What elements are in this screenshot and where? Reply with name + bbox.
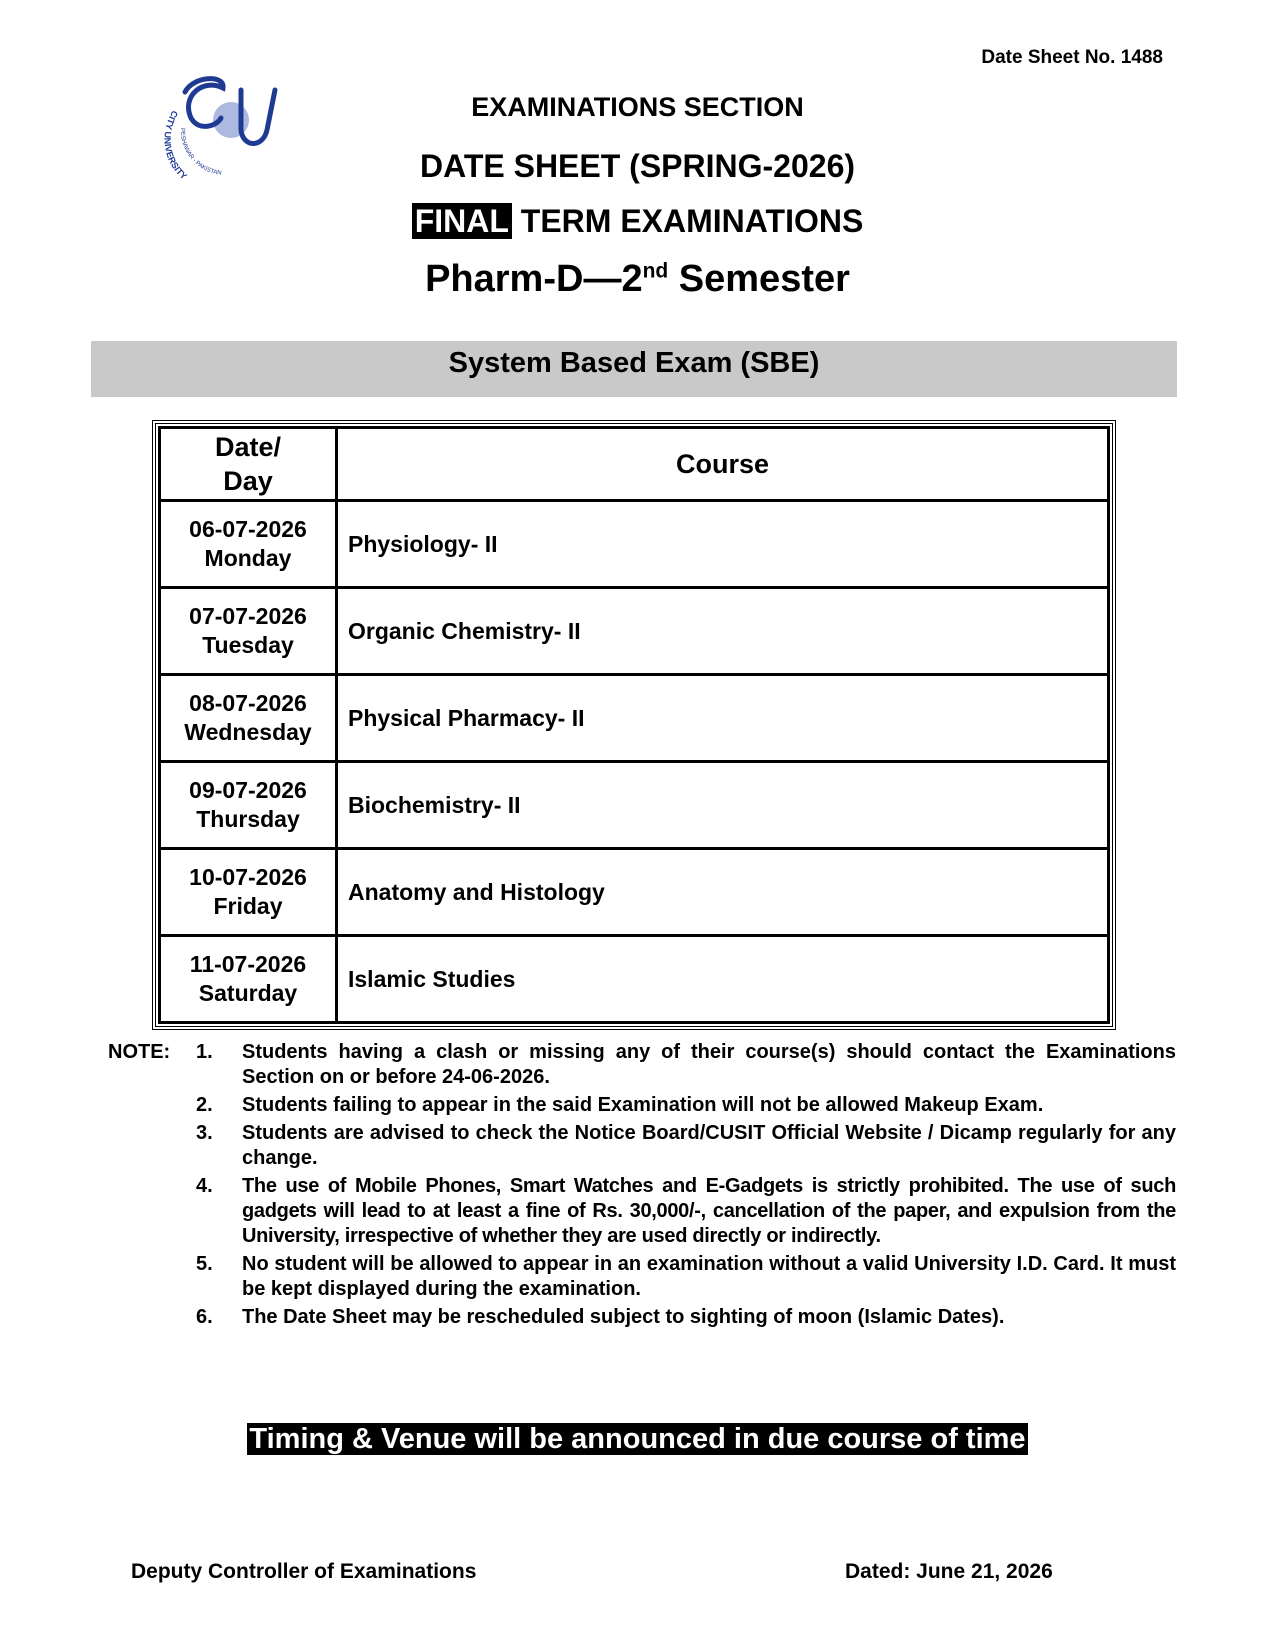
exam-date: 10-07-2026 [189, 864, 307, 890]
exam-day: Tuesday [202, 632, 294, 658]
note-label: NOTE: [108, 1041, 171, 1063]
term-examinations-text: TERM EXAMINATIONS [520, 203, 864, 239]
dated-line: Dated: June 21, 2026 [845, 1560, 1053, 1583]
table-header-row [160, 428, 1109, 501]
timing-venue-text: Timing & Venue will be announced in due course of time [249, 1423, 1026, 1455]
signatory: Deputy Controller of Examinations [131, 1560, 477, 1583]
table-row [160, 762, 1109, 849]
exam-date: 11-07-2026 [189, 951, 307, 977]
exam-type-banner: System Based Exam (SBE) [91, 341, 1177, 397]
exam-day: Monday [204, 545, 292, 571]
exam-date: 07-07-2026 [189, 603, 307, 629]
table-row [160, 588, 1109, 675]
timing-venue-notice [0, 1423, 1275, 1456]
exam-date: 08-07-2026 [189, 690, 307, 716]
note-number: 4. [196, 1175, 213, 1197]
date-cell [160, 849, 337, 936]
exam-day: Saturday [198, 980, 298, 1006]
course-cell: Physiology- II [337, 501, 1109, 588]
date-day-header: Date/ Day [160, 428, 337, 501]
note-text: Students having a clash or missing any of their course(s) should contact the Examinations Section on or before 24-06-2026. [242, 1041, 1176, 1088]
note-number: 5. [196, 1253, 213, 1275]
course-header: Course [337, 428, 1109, 501]
note-item [108, 1093, 1176, 1118]
note-text: The use of Mobile Phones, Smart Watches and E-Gadgets is strictly prohibited. The use of such gadgets will lead to at least a fine of Rs. 30,000/-, cancellation of the paper, and expulsion from the University, irrespective of whether they are used directly or indirectly. [242, 1175, 1176, 1247]
note-item [108, 1252, 1176, 1302]
note-item [108, 1040, 1176, 1090]
note-item [108, 1121, 1176, 1171]
table-row [160, 501, 1109, 588]
date-cell [160, 675, 337, 762]
exam-day: Friday [213, 893, 283, 919]
exam-day: Thursday [196, 806, 300, 832]
note-text: The Date Sheet may be rescheduled subject to sighting of moon (Islamic Dates). [242, 1306, 1005, 1328]
note-number: 6. [196, 1306, 213, 1328]
svg-text:PESHAWAR - PAKISTAN: PESHAWAR - PAKISTAN [178, 127, 222, 177]
program-heading [0, 258, 1275, 301]
program-superscript: nd [642, 259, 669, 283]
notes-section [108, 1040, 1176, 1333]
examinations-section-heading: EXAMINATIONS SECTION [471, 92, 804, 122]
date-cell [160, 588, 337, 675]
course-cell: Organic Chemistry- II [337, 588, 1109, 675]
date-sheet-number: Date Sheet No. 1488 [981, 47, 1163, 68]
exam-date: 09-07-2026 [189, 777, 307, 803]
note-text: No student will be allowed to appear in an examination without a valid University I.D. Card. It must be kept displayed during the examination. [242, 1253, 1176, 1300]
note-number: 2. [196, 1094, 213, 1116]
date-cell [160, 936, 337, 1023]
note-text: Students are advised to check the Notice Board/CUSIT Official Website / Dicamp regularly for any change. [242, 1122, 1176, 1169]
program-suffix: Semester [668, 258, 850, 300]
final-highlight: FINAL [412, 203, 512, 239]
note-item [108, 1174, 1176, 1249]
exam-day: Wednesday [184, 719, 312, 745]
date-cell [160, 762, 337, 849]
course-cell: Biochemistry- II [337, 762, 1109, 849]
program-prefix: Pharm-D—2 [425, 258, 643, 300]
table-row [160, 675, 1109, 762]
final-term-heading [0, 203, 1275, 240]
exam-date: 06-07-2026 [189, 516, 307, 542]
course-cell: Islamic Studies [337, 936, 1109, 1023]
date-sheet-title: DATE SHEET (SPRING-2026) [419, 148, 856, 184]
table-row [160, 936, 1109, 1023]
table-row [160, 849, 1109, 936]
date-cell [160, 501, 337, 588]
note-number: 1. [196, 1041, 213, 1063]
note-number: 3. [196, 1122, 213, 1144]
course-cell: Physical Pharmacy- II [337, 675, 1109, 762]
note-item [108, 1305, 1176, 1330]
exam-schedule-table [152, 420, 1116, 1030]
course-cell: Anatomy and Histology [337, 849, 1109, 936]
note-text: Students failing to appear in the said Examination will not be allowed Makeup Exam. [242, 1094, 1044, 1116]
svg-text:CITY UNIVERSITY: CITY UNIVERSITY [163, 108, 189, 180]
